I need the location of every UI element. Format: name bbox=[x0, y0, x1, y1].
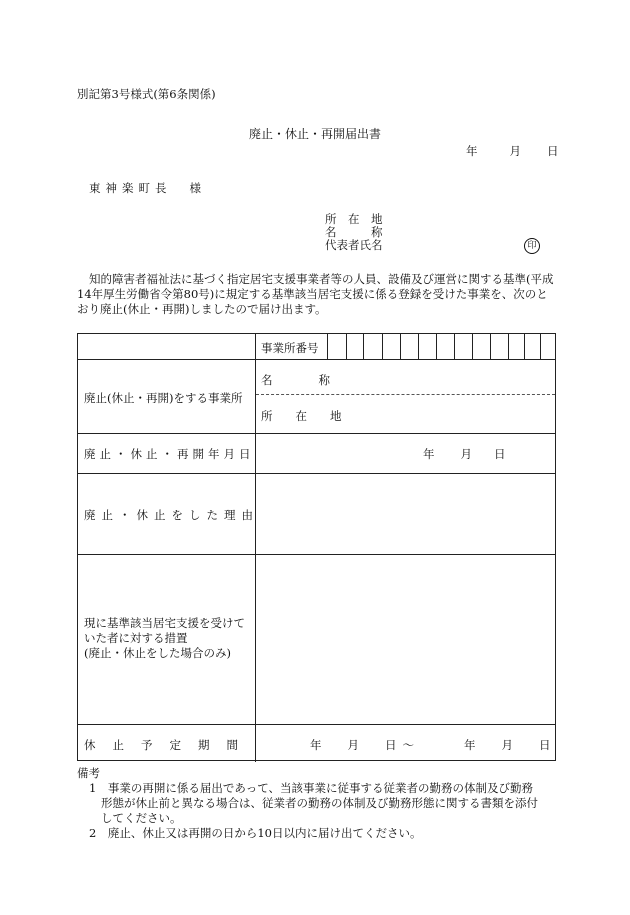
period-from-year: 年 bbox=[310, 738, 322, 752]
period-to-day: 日 bbox=[539, 738, 551, 752]
body-text: 知的障害者福祉法に基づく指定居宅支援事業者等の人員、設備及び運営に関する基準(平成14年厚生労働省令第80号)に規定する基準該当居宅支援に係る登録を受けた事業を、次のとおり廃止(休止・再開)しましたので届け出ます。 bbox=[77, 272, 554, 316]
note-1-line-1: 1 事業の再開に係る届出であって、当該事業に従事する従業者の勤務の体制及び勤務 bbox=[89, 781, 533, 795]
period-value bbox=[310, 737, 551, 753]
date-day-label: 日 bbox=[547, 144, 559, 158]
office-label: 廃止(休止・再開)をする事業所 bbox=[84, 391, 243, 405]
date-value-year: 年 bbox=[423, 447, 435, 461]
note-1-line-2: 形態が休止前と異なる場合は、従業者の勤務の体制及び勤務形態に関する書類を添付 bbox=[101, 796, 538, 810]
measures-label-line3: (廃止・休止をした場合のみ) bbox=[84, 646, 231, 660]
date-value-day: 日 bbox=[494, 447, 506, 461]
period-to-month: 月 bbox=[501, 738, 513, 752]
date-value bbox=[423, 446, 506, 462]
applicant-block bbox=[325, 213, 383, 252]
addressee bbox=[89, 180, 201, 196]
form-id: 別記第3号様式(第6条関係) bbox=[77, 87, 216, 101]
measures-label-line2: いた者に対する措置 bbox=[84, 631, 188, 645]
period-to-year: 年 bbox=[464, 738, 476, 752]
measures-label-line1: 現に基準該当居宅支援を受けて bbox=[84, 616, 245, 630]
office-number-label: 事業所番号 bbox=[261, 341, 319, 355]
period-label: 休止予定期間 bbox=[84, 738, 255, 752]
office-name-label: 名 称 bbox=[261, 373, 330, 387]
office-address-label: 所 在 地 bbox=[261, 409, 342, 423]
applicant-rep-label: 代表者氏名 bbox=[325, 238, 383, 252]
period-from-day: 日 bbox=[385, 738, 397, 752]
date-value-month: 月 bbox=[460, 447, 472, 461]
notes bbox=[77, 766, 538, 841]
notification-table bbox=[77, 333, 556, 761]
period-from-month: 月 bbox=[347, 738, 359, 752]
measures-label bbox=[84, 616, 245, 661]
date-year-label: 年 bbox=[466, 144, 478, 158]
addressee-honorific: 様 bbox=[189, 181, 201, 195]
period-tilde: ～ bbox=[402, 738, 414, 752]
addressee-name: 東神楽町長 bbox=[89, 181, 172, 195]
note-1-line-3: してください。 bbox=[101, 811, 182, 825]
document-title: 廃止・休止・再開届出書 bbox=[248, 127, 381, 141]
date-month-label: 月 bbox=[509, 144, 521, 158]
notes-heading: 備考 bbox=[77, 766, 100, 780]
applicant-name-label: 名 称 bbox=[325, 225, 383, 239]
applicant-address-label: 所 在 地 bbox=[325, 212, 383, 226]
date-label: 廃止・休止・再開年月日 bbox=[84, 447, 255, 461]
seal-mark: 印 bbox=[524, 238, 540, 254]
note-2: 2 廃止、休止又は再開の日から10日以内に届け出てください。 bbox=[89, 826, 422, 840]
submission-date bbox=[466, 143, 559, 159]
reason-label: 廃止・休止をした理由 bbox=[84, 508, 259, 522]
